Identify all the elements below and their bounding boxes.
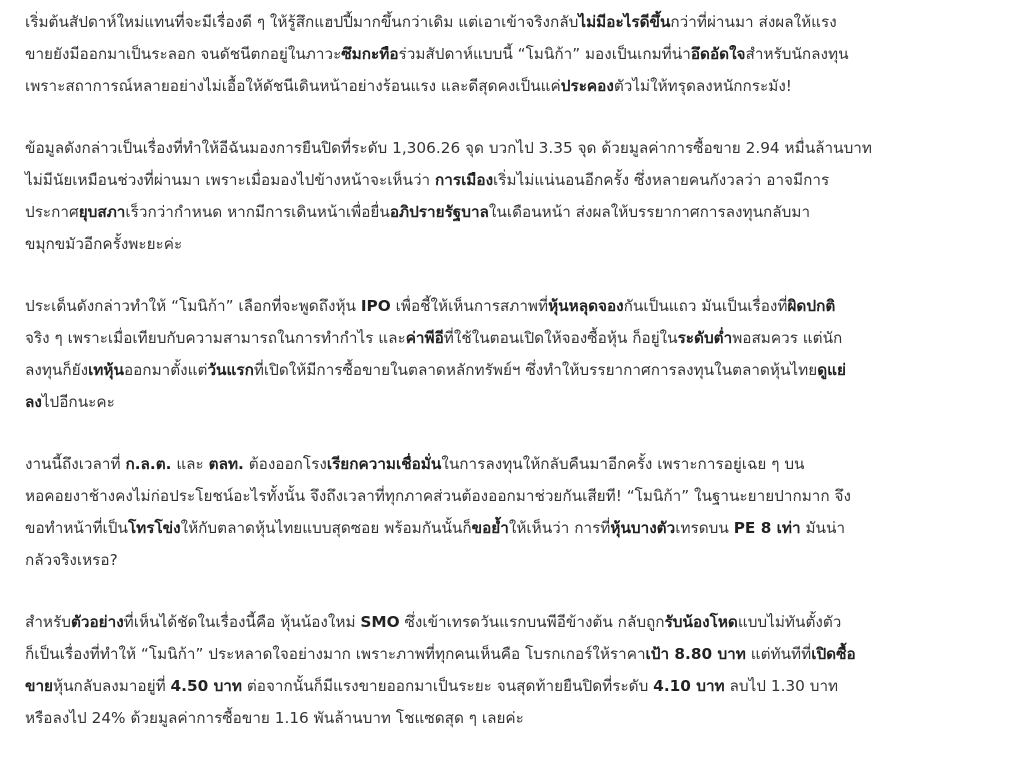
bold-text: ค่าพีอี [405, 329, 444, 347]
paragraph-line [25, 638, 1005, 670]
article-paragraph [25, 606, 1005, 734]
paragraph-line [25, 322, 1005, 354]
article-paragraph [25, 290, 1005, 418]
text-run: ก็เป็นเรื่องที่ทำให้ “โมนิก้า” ประหลาดใจอย่างมาก เพราะภาพที่ทุกคนเห็นคือ โบรกเกอร์ให้ราคา [25, 645, 646, 663]
bold-text: หุ้นบางตัว [610, 519, 676, 537]
text-run: แบบไม่ทันตั้งตัว [737, 613, 842, 631]
text-run: ในเดือนหน้า ส่งผลให้บรรยากาศการลงทุนกลับมา [488, 203, 811, 221]
text-run: สำหรับ [25, 613, 71, 631]
paragraph-line [25, 132, 1005, 164]
text-run: ลบไป 1.30 บาท [724, 677, 839, 695]
text-run: ที่เห็นได้ชัดในเรื่องนี้คือ หุ้นน้องใหม่ [123, 613, 361, 631]
text-run: มันน่า [800, 519, 846, 537]
text-run: ขายยังมีออกมาเป็นระลอก จนดัชนีตกอยู่ในภาวะ [25, 45, 342, 63]
text-run: หอคอยงาช้างคงไม่ก่อประโยชน์อะไรทั้งนั้น จึงถึงเวลาที่ทุกภาคส่วนต้องออกมาช่วยกันเสียที! “โมนิก้า” ในฐานะยายปากมาก จึง [25, 487, 851, 505]
bold-text: IPO [360, 297, 391, 315]
text-run: ต่อจากนั้นก็มีแรงขายออกมาเป็นระยะ จนสุดท้ายยืนปิดที่ระดับ [241, 677, 654, 695]
paragraph-line [25, 38, 1005, 70]
bold-text: ประคอง [560, 77, 614, 95]
paragraph-line [25, 480, 1005, 512]
article-paragraph [25, 6, 1005, 102]
text-run: งานนี้ถึงเวลาที่ [25, 455, 126, 473]
text-run: ขอทำหน้าที่เป็น [25, 519, 128, 537]
bold-text: เทหุ้น [88, 361, 124, 379]
text-run: หุ้นกลับลงมาอยู่ที่ [53, 677, 171, 695]
text-run: ให้กับตลาดหุ้นไทยแบบสุดซอย พร้อมกันนั้นก็ [180, 519, 472, 537]
bold-text: 4.50 บาท [170, 677, 242, 695]
text-run: ประกาศ [25, 203, 79, 221]
bold-text: 4.10 บาท [653, 677, 725, 695]
paragraph-line [25, 70, 1005, 102]
bold-text: เปิดซื้อ [811, 645, 856, 663]
bold-text: อภิปรายรัฐบาล [389, 203, 489, 221]
text-run: สำหรับนักลงทุน [745, 45, 849, 63]
text-run: ออกมาตั้งแต่ [123, 361, 208, 379]
paragraph-line [25, 386, 1005, 418]
bold-text: PE 8 เท่า [733, 519, 801, 537]
bold-text: ก.ล.ต. [125, 455, 172, 473]
bold-text: ซึมกะทือ [341, 45, 399, 63]
text-run: ในการลงทุนให้กลับคืนมาอีกครั้ง เพราะการอยู่เฉย ๆ บน [441, 455, 805, 473]
paragraph-line [25, 670, 1005, 702]
text-run: ไม่มีนัยเหมือนช่วงที่ผ่านมา เพราะเมื่อมองไปข้างหน้าจะเห็นว่า [25, 171, 435, 189]
bold-text: เรียกความเชื่อมั่น [326, 455, 442, 473]
text-run: พอสมควร แต่นัก [732, 329, 843, 347]
text-run: กว่าที่ผ่านมา ส่งผลให้แรง [670, 13, 837, 31]
text-run: เพื่อชี้ให้เห็นการสภาพที่ [390, 297, 549, 315]
text-run: และ [171, 455, 209, 473]
paragraph-line [25, 290, 1005, 322]
bold-text: ผิดปกติ [787, 297, 836, 315]
article-paragraph [25, 448, 1005, 576]
text-run: แต่ทันทีที่ [745, 645, 812, 663]
bold-text: วันแรก [207, 361, 254, 379]
bold-text: ระดับต่ำ [677, 329, 733, 347]
article-body [25, 6, 1005, 764]
paragraph-line [25, 164, 1005, 196]
bold-text: SMO [360, 613, 400, 631]
paragraph-line [25, 228, 1005, 260]
text-run: เริ่มต้นสัปดาห์ใหม่แทนที่จะมีเรื่องดี ๆ ให้รู้สึกแฮปปี้มากขึ้นกว่าเดิม แต่เอาเข้าจริงกลับ [25, 13, 579, 31]
bold-text: เป้า 8.80 บาท [645, 645, 746, 663]
paragraph-line [25, 196, 1005, 228]
text-run: ร่วมสัปดาห์แบบนี้ “โมนิก้า” มองเป็นเกมที่น่า [398, 45, 691, 63]
bold-text: ตลท. [208, 455, 244, 473]
text-run: กลัวจริงเหรอ? [25, 551, 118, 569]
text-run: ขมุกขมัวอีกครั้งพะยะค่ะ [25, 235, 183, 253]
bold-text: หุ้นหลุดจอง [548, 297, 624, 315]
paragraph-line [25, 354, 1005, 386]
text-run: ต้องออกโรง [243, 455, 327, 473]
bold-text: ขอย้ำ [471, 519, 509, 537]
paragraph-line [25, 544, 1005, 576]
bold-text: ขาย [25, 677, 54, 695]
bold-text: ดูแย่ [817, 361, 846, 379]
bold-text: ยุบสภา [78, 203, 126, 221]
text-run: ประเด็นดังกล่าวทำให้ “โมนิก้า” เลือกที่จะพูดถึงหุ้น [25, 297, 361, 315]
bold-text: รับน้องโหด [664, 613, 738, 631]
bold-text: การเมือง [435, 171, 494, 189]
paragraph-line [25, 512, 1005, 544]
text-run: ให้เห็นว่า การที่ [508, 519, 611, 537]
text-run: ลงทุนก็ยัง [25, 361, 89, 379]
text-run: ไปอีกนะคะ [41, 393, 115, 411]
text-run: ตัวไม่ให้ทรุดลงหนักกระมัง! [613, 77, 792, 95]
text-run: ที่เปิดให้มีการซื้อขายในตลาดหลักทรัพย์ฯ ซึ่งทำให้บรรยากาศการลงทุนในตลาดหุ้นไทย [253, 361, 818, 379]
text-run: เร็วกว่ากำหนด หากมีการเดินหน้าเพื่อยื่น [125, 203, 390, 221]
text-run: ที่ใช้ในตอนเปิดให้จองซื้อหุ้น ก็อยู่ใน [443, 329, 678, 347]
paragraph-line [25, 448, 1005, 480]
bold-text: โทรโข่ง [127, 519, 181, 537]
text-run: เริ่มไม่แน่นอนอีกครั้ง ซึ่งหลายคนกังวลว่า อาจมีการ [493, 171, 830, 189]
text-run: กันเป็นแถว มันเป็นเรื่องที่ [623, 297, 788, 315]
paragraph-line [25, 702, 1005, 734]
text-run: เทรดบน [675, 519, 734, 537]
text-run: จริง ๆ เพราะเมื่อเทียบกับความสามารถในการทำกำไร และ [25, 329, 406, 347]
bold-text: ตัวอย่าง [70, 613, 124, 631]
text-run: ซึ่งเข้าเทรดวันแรกบนพีอีข้างต้น กลับถูก [399, 613, 665, 631]
text-run: เพราะสถาการณ์หลายอย่างไม่เอื้อให้ดัชนีเดินหน้าอย่างร้อนแรง และดีสุดคงเป็นแค่ [25, 77, 561, 95]
bold-text: ลง [25, 393, 42, 411]
bold-text: ไม่มีอะไรดีขึ้น [578, 13, 671, 31]
text-run: ข้อมูลดังกล่าวเป็นเรื่องที่ทำให้อีฉันมองการยืนปิดที่ระดับ 1,306.26 จุด บวกไป 3.35 จุด ด้วยมูลค่าการซื้อขาย 2.94 หมื่นล้านบาท [25, 139, 872, 157]
paragraph-line [25, 6, 1005, 38]
paragraph-line [25, 606, 1005, 638]
bold-text: อึดอัดใจ [690, 45, 746, 63]
article-paragraph [25, 132, 1005, 260]
text-run: หรือลงไป 24% ด้วยมูลค่าการซื้อขาย 1.16 พันล้านบาท โชแซดสุด ๆ เลยค่ะ [25, 709, 524, 727]
